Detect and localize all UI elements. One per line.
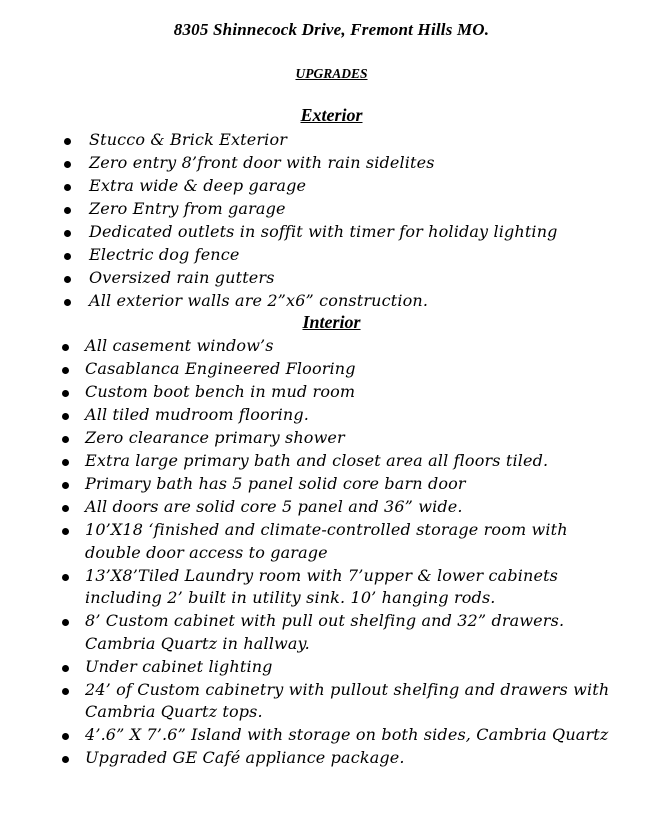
bullet-icon <box>62 528 69 535</box>
bullet-icon <box>62 344 69 351</box>
bullet-icon <box>64 230 71 237</box>
interior-list-item <box>0 679 625 724</box>
interior-item-text: 8’ Custom cabinet with pull out shelfing and 32” drawers. Cambria Quartz in hallway. <box>85 611 565 653</box>
bullet-icon <box>62 459 69 466</box>
exterior-list-item <box>0 290 629 313</box>
bullet-icon <box>64 207 71 214</box>
bullet-icon <box>64 299 71 306</box>
interior-item-text: 24’ of Custom cabinetry with pullout shelfing and drawers with Cambria Quartz tops. <box>85 679 610 721</box>
exterior-list-item <box>0 198 629 221</box>
bullet-icon <box>62 413 69 420</box>
interior-item-text: Under cabinet lighting <box>85 656 273 676</box>
interior-item-text: Primary bath has 5 panel solid core barn door <box>85 474 466 493</box>
bullet-icon <box>62 733 69 740</box>
interior-list-item <box>0 404 625 427</box>
interior-item-text: Extra large primary bath and closet area all floors tiled. <box>85 451 549 470</box>
exterior-list-item <box>0 129 629 152</box>
interior-item-text: All doors are solid core 5 panel and 36” wide. <box>85 497 463 516</box>
exterior-list-item <box>0 267 629 290</box>
exterior-item-text: Zero Entry from garage <box>89 199 286 218</box>
property-address: 8305 Shinnecock Drive, Fremont Hills MO. <box>173 20 490 39</box>
interior-list <box>0 335 625 770</box>
bullet-icon <box>62 436 69 443</box>
interior-item-text: 4’.6” X 7’.6” Island with storage on both sides, Cambria Quartz <box>85 725 609 744</box>
interior-list-item <box>0 656 625 679</box>
exterior-list-item <box>0 221 629 244</box>
bullet-icon <box>64 276 71 283</box>
interior-item-text: Casablanca Engineered Flooring <box>85 359 356 378</box>
exterior-item-text: Stucco & Brick Exterior <box>89 130 288 149</box>
bullet-icon <box>62 367 69 374</box>
interior-item-text: Upgraded GE Café appliance package. <box>85 748 405 767</box>
interior-list-item <box>0 381 625 404</box>
interior-item-text: 13’X8’Tiled Laundry room with 7’upper & lower cabinets including 2’ built in utility sink. 10’ hanging rods. <box>85 565 559 607</box>
interior-heading: Interior <box>302 312 361 332</box>
bullet-icon <box>62 574 69 581</box>
upgrades-title: UPGRADES <box>295 66 368 81</box>
bullet-icon <box>62 756 69 763</box>
bullet-icon <box>62 619 69 626</box>
interior-list-item <box>0 473 625 496</box>
interior-item-text: 10’X18 ‘finished and climate-controlled storage room with double door access to garage <box>85 520 568 562</box>
bullet-icon <box>64 253 71 260</box>
interior-list-item <box>0 610 625 655</box>
interior-list-item <box>0 427 625 450</box>
bullet-icon <box>64 138 71 145</box>
interior-list-item <box>0 519 625 564</box>
exterior-item-text: Extra wide & deep garage <box>89 176 307 195</box>
bullet-icon <box>62 482 69 489</box>
interior-item-text: All casement window’s <box>85 336 274 355</box>
interior-list-item <box>0 747 625 770</box>
interior-list-item <box>0 565 625 610</box>
exterior-list-item <box>0 244 629 267</box>
bullet-icon <box>62 505 69 512</box>
interior-list-item <box>0 335 625 358</box>
interior-list-item <box>0 450 625 473</box>
bullet-icon <box>62 688 69 695</box>
exterior-heading: Exterior <box>300 105 363 125</box>
interior-list-item <box>0 724 625 747</box>
interior-list-item <box>0 358 625 381</box>
interior-item-text: All tiled mudroom flooring. <box>85 405 309 424</box>
interior-list-item <box>0 496 625 519</box>
interior-item-text: Zero clearance primary shower <box>85 428 345 447</box>
exterior-list <box>0 129 629 313</box>
exterior-item-text: All exterior walls are 2”x6” construction. <box>89 291 429 310</box>
exterior-item-text: Electric dog fence <box>89 245 240 264</box>
bullet-icon <box>62 665 69 672</box>
exterior-list-item <box>0 175 629 198</box>
exterior-list-item <box>0 152 629 175</box>
bullet-icon <box>64 161 71 168</box>
exterior-item-text: Zero entry 8’front door with rain sidelites <box>89 153 435 172</box>
bullet-icon <box>64 184 71 191</box>
interior-item-text: Custom boot bench in mud room <box>85 382 356 401</box>
exterior-item-text: Oversized rain gutters <box>89 268 275 287</box>
bullet-icon <box>62 390 69 397</box>
exterior-item-text: Dedicated outlets in soffit with timer for holiday lighting <box>89 222 558 241</box>
